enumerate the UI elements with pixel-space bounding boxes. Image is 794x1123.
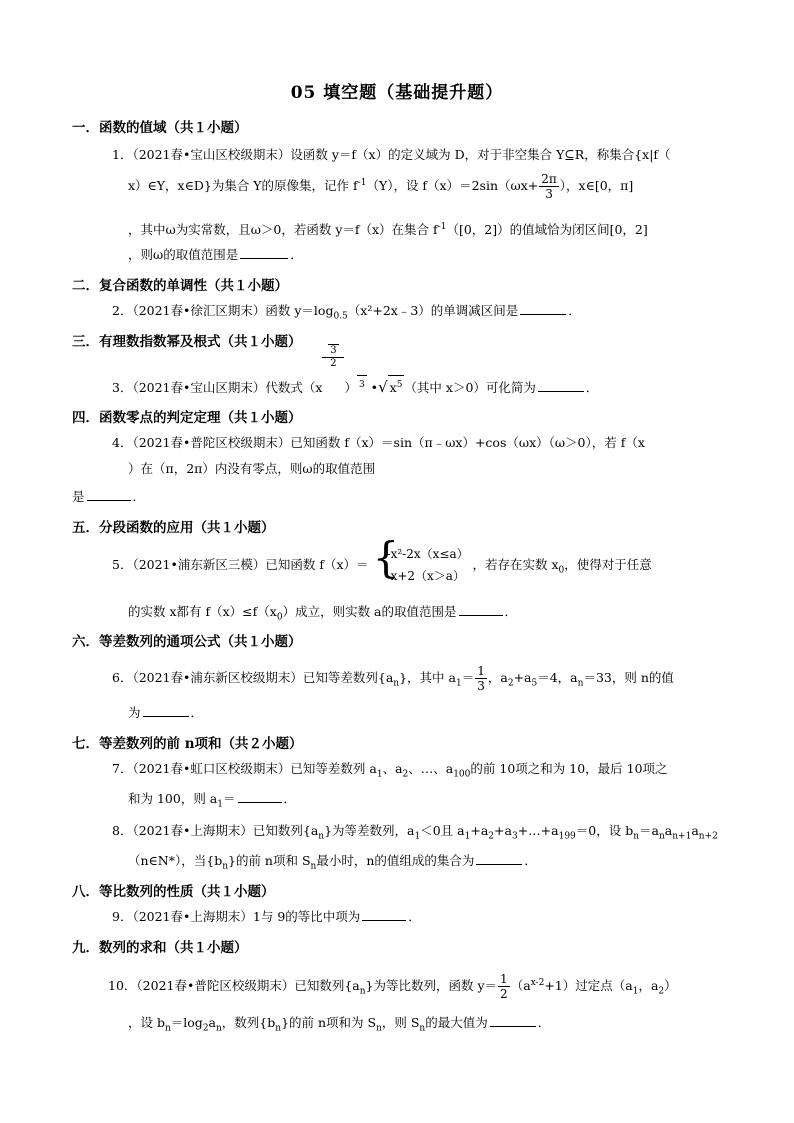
answer-blank[interactable]: [476, 852, 522, 865]
question-1-line-4: ，则ω的取值范围是 ．: [128, 247, 303, 262]
answer-blank[interactable]: [459, 603, 503, 616]
exponent-fraction: 3 2: [322, 374, 344, 392]
section-heading-2: 二．复合函数的单调性（共１小题）: [72, 278, 288, 294]
page-title: 05 填空题（基础提升题）: [290, 83, 504, 103]
section-heading-9: 九．数列的求和（共１小题）: [72, 940, 248, 956]
answer-blank[interactable]: [538, 379, 584, 392]
question-6-line-2: 为 ．: [128, 705, 204, 720]
section-heading-1: 一．函数的值域（共１小题）: [72, 120, 248, 136]
answer-blank[interactable]: [240, 246, 288, 259]
answer-blank[interactable]: [87, 488, 131, 501]
question-4-line-1: 4．（2021春•普陀区校级期末）已知函数 f（x）＝sin（π﹣ωx）+cos（ωx）（ω＞0），若 f（x: [112, 435, 645, 450]
question-5-line-2: 的实数 x都有 $f(x)\le f(x_0)$成立，则实数 a的取值范围是 ．: [128, 604, 518, 623]
question-4-line-2: ）在（π，2π）内没有零点，则ω的取值范围: [128, 461, 376, 476]
question-4-line-3: 是 ．: [72, 489, 146, 504]
answer-blank[interactable]: [143, 704, 189, 717]
question-8-line-2: （n∈N*），当$\{b_n\}$的前 n项和 $S_n$最小时，n的值组成的集合为 ．: [128, 853, 537, 872]
section-heading-5: 五．分段函数的应用（共１小题）: [72, 520, 275, 536]
piecewise-function: { -x²-2x（x≤a） -x+2（x＞a）: [372, 532, 469, 583]
question-3-line-1: 3．（2021春•宝山区期末）代数式（x 3 2 ） $^3$ •√ $x^5$ （其中 x＞0）可化简为 ．: [112, 345, 599, 396]
question-6-line-1: 6．（2021春•浦东新区校级期末）已知等差数列$\{a_n\}$，其中 $a_1=$ $\frac{1}{3}$ ，$a_2+a_5=4$，$a_n=33$，则 n的值: [112, 664, 674, 693]
question-1-line-2: x）∈Y，x∈D}为集合 Y的原像集，记作 $f^{-1}(Y)$，设 f（x）＝2sin（ωx+ $\frac{2\pi}{3}$ ），x∈[0，π]: [128, 172, 634, 201]
fraction: $\frac{1}{3}$: [477, 664, 485, 693]
question-1-line-3: ，其中ω为实常数，且ω＞0，若函数 y＝f（x）在集合 $f^{-1}([0$，2]）的值域恰为闭区间[0，2]: [128, 222, 648, 238]
section-heading-6: 六．等差数列的通项公式（共１小题）: [72, 634, 302, 650]
question-2-line-1: 2．（2021春•徐汇区期末）函数 $y=\log_{0.5}(x^2+2x﹣3)$的单调减区间是 ．: [112, 303, 581, 322]
answer-blank[interactable]: [238, 790, 282, 803]
question-1-line-1: 1．（2021春•宝山区校级期末）设函数 y＝f（x）的定义域为 D，对于非空集合 Y⊆R，称集合{x|f（: [112, 147, 671, 162]
question-7-line-2: 和为 100，则 $a_1=$ ．: [128, 791, 297, 810]
question-8-line-1: 8．（2021春•上海期末）已知数列$\{a_n\}$为等差数列，$a_1<0$且 $a_1+a_2+a_3+\dots+a_{199}=0$，设 $b_n=a_na_{n+1}a_{n+2}$: [112, 823, 718, 842]
answer-blank[interactable]: [490, 1014, 536, 1027]
section-heading-7: 七．等差数列的前 n项和（共２小题）: [72, 736, 303, 752]
answer-blank[interactable]: [520, 302, 566, 315]
fraction: $\frac{2\pi}{3}$: [541, 172, 557, 201]
section-heading-8: 八．等比数列的性质（共１小题）: [72, 884, 275, 900]
section-heading-4: 四．函数零点的判定定理（共１小题）: [72, 410, 302, 426]
fraction: $\frac{1}{2}$: [500, 972, 508, 1001]
section-heading-3: 三．有理数指数幂及根式（共１小题）: [72, 334, 302, 350]
question-5-line-1: 5．（2021•浦东新区三模）已知函数 f（x）＝ { -x²-2x（x≤a） -x+2（x＞a） ，若存在实数 $x_0$，使得对于任意: [112, 532, 652, 583]
question-10-line-1: 10．（2021春•普陀区校级期末）已知数列$\{a_n\}$为等比数列，函数 y＝ $\frac{1}{2}$ $(a^{x-2}+1)$过定点（$a_1$，$a_2$）: [108, 972, 677, 1001]
answer-blank[interactable]: [362, 908, 406, 921]
question-7-line-1: 7．（2021春•虹口区校级期末）已知等差数列 $a_1$、$a_2$、…、$a_{100}$的前 10项之和为 10，最后 10项之: [112, 761, 668, 780]
question-9-line-1: 9．（2021春•上海期末）1与 9的等比中项为 ．: [112, 909, 421, 924]
question-10-line-2: ，设 $b_n=\log_2a_n$，数列$\{b_n\}$的前 n项和为 $S_n$，则 $S_n$的最大值为 ．: [128, 1015, 551, 1034]
